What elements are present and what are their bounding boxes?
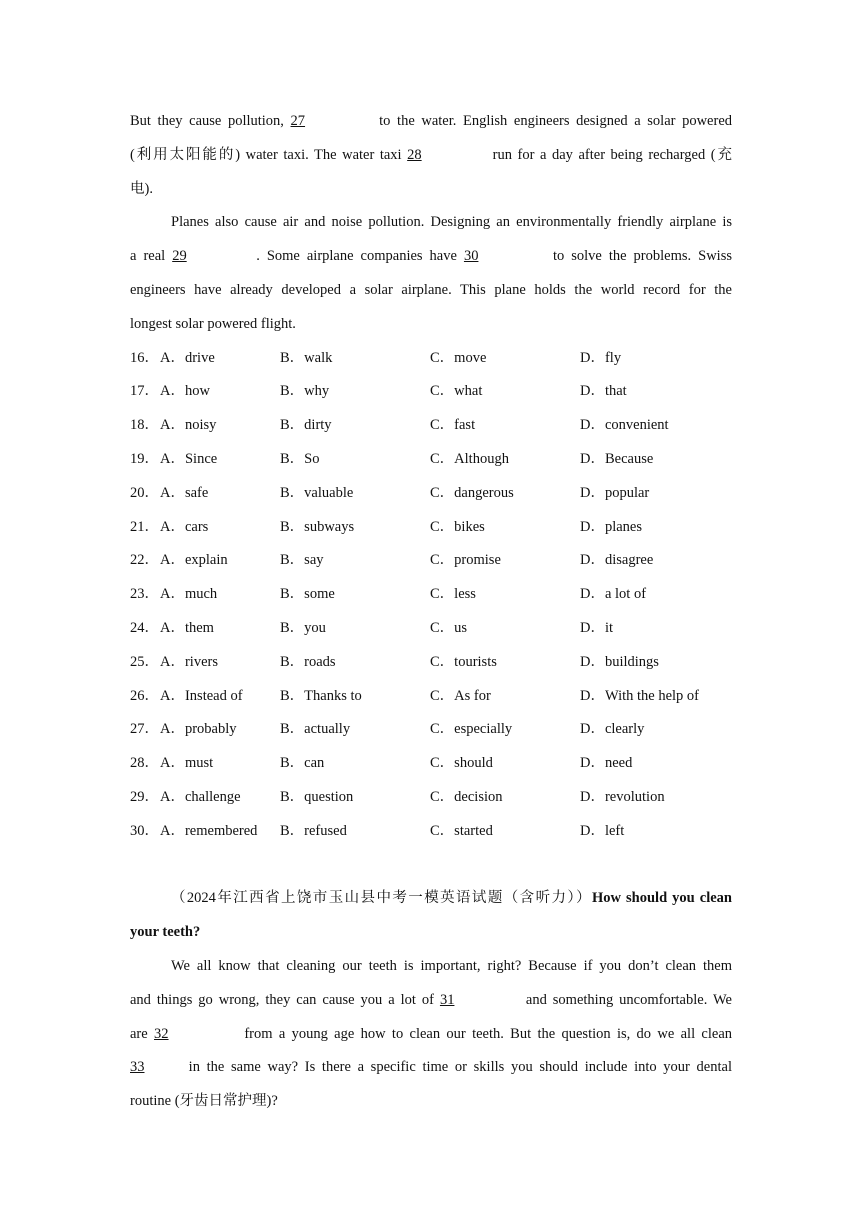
option-b: B．walk [280, 349, 333, 366]
option-c: C．bikes [430, 518, 485, 535]
option-c: C．As for [430, 687, 491, 704]
blank-29: 29 [172, 248, 187, 265]
option-d: D．need [580, 755, 633, 772]
option-row-19 [130, 443, 732, 477]
text: run for a day after being recharged (充 [487, 146, 732, 163]
text: to the water. English engineers designed a solar powered [372, 113, 732, 129]
option-row-20 [130, 477, 732, 511]
passage2-line-3 [130, 1018, 732, 1052]
option-b: B．actually [280, 721, 351, 738]
passage1-line-2 [130, 139, 732, 173]
option-a: A．Since [160, 450, 218, 467]
passage-title: How should you clean [591, 890, 732, 907]
option-a: A．must [160, 755, 214, 772]
option-d: D．clearly [580, 721, 645, 738]
option-row-28 [130, 747, 732, 781]
option-b: B．refused [280, 822, 347, 839]
option-d: D．it [580, 619, 614, 636]
passage1-line-7: longest solar powered flight. [130, 315, 296, 332]
blank-31: 31 [439, 991, 455, 1008]
option-a: A．rivers [160, 653, 218, 670]
question-number: 28． [130, 755, 159, 772]
option-a: A．noisy [160, 417, 217, 434]
text: . Some airplane companies have [256, 248, 464, 265]
question-number: 20． [130, 484, 159, 501]
option-d: D．buildings [580, 653, 659, 670]
option-d: D．Because [580, 450, 654, 467]
option-row-26 [130, 680, 732, 714]
option-a: A．challenge [160, 788, 241, 805]
option-c: C．dangerous [430, 484, 514, 501]
option-d: D．planes [580, 518, 643, 535]
option-a: A．remembered [160, 822, 258, 839]
blank-33: 33 [130, 1059, 145, 1076]
question-number: 26． [130, 687, 159, 704]
passage1-line-4: Planes also cause air and noise pollution. Designing an environmentally friendly airplane is [171, 214, 732, 231]
option-row-27 [130, 713, 732, 747]
option-b: B．some [280, 586, 335, 603]
spacer [130, 849, 732, 883]
option-b: B．subways [280, 518, 355, 535]
question-number: 27． [130, 721, 159, 738]
option-d: D．fly [580, 349, 622, 366]
option-b: B．question [280, 788, 354, 805]
option-row-21 [130, 511, 732, 545]
option-a: A．how [160, 383, 210, 400]
document-page [130, 105, 732, 1119]
option-d: D．a lot of [580, 586, 647, 603]
question-number: 18． [130, 417, 159, 434]
option-row-23 [130, 578, 732, 612]
option-c: C．promise [430, 552, 501, 569]
option-c: C．move [430, 349, 487, 366]
option-row-16 [130, 342, 732, 376]
option-a: A．Instead of [160, 687, 243, 704]
text: and something uncomfortable. We [519, 991, 732, 1008]
passage1-line-5 [130, 240, 732, 274]
option-b: B．say [280, 552, 324, 569]
option-b: B．can [280, 755, 325, 772]
question-number: 22． [130, 552, 159, 569]
option-c: C．should [430, 755, 493, 772]
option-c: C．started [430, 822, 493, 839]
text: in the same way? Is there a specific time or skills you should include into your dental [182, 1059, 732, 1076]
text: But they cause pollution, [130, 113, 291, 129]
option-c: C．us [430, 619, 468, 636]
option-d: D．convenient [580, 417, 669, 434]
option-row-30 [130, 815, 732, 849]
option-a: A．them [160, 619, 214, 636]
text: from a young age how to clean our teeth. But the question is, do we all clean [238, 1025, 733, 1042]
passage2-line-4 [130, 1051, 732, 1085]
option-b: B．dirty [280, 417, 332, 434]
option-d: D．With the help of [580, 687, 700, 704]
option-a: A．drive [160, 349, 215, 366]
option-d: D．left [580, 822, 625, 839]
option-d: D．disagree [580, 552, 654, 569]
option-d: D．revolution [580, 788, 665, 805]
option-c: C．less [430, 586, 476, 603]
passage-title-continued: your teeth? [130, 924, 201, 941]
question-number: 29． [130, 788, 159, 805]
option-b: B．valuable [280, 484, 354, 501]
option-d: D．popular [580, 484, 650, 501]
passage2-line-2 [130, 984, 732, 1018]
option-d: D．that [580, 383, 627, 400]
option-a: A．probably [160, 721, 237, 738]
question-number: 25． [130, 653, 159, 670]
option-row-18 [130, 409, 732, 443]
blank-32: 32 [154, 1025, 169, 1042]
passage1-line-1 [130, 105, 732, 139]
option-row-24 [130, 612, 732, 646]
question-number: 16． [130, 349, 159, 366]
question-number: 19． [130, 450, 159, 467]
option-c: C．tourists [430, 653, 497, 670]
option-c: C．fast [430, 417, 476, 434]
blank-28: 28 [407, 146, 422, 163]
text: and things go wrong, they can cause you a lot of [130, 991, 440, 1008]
option-c: C．what [430, 383, 483, 400]
option-b: B．roads [280, 653, 336, 670]
option-b: B．why [280, 383, 330, 400]
option-a: A．cars [160, 518, 209, 535]
passage1-line-6: engineers have already developed a solar airplane. This plane holds the world record for the [130, 281, 732, 298]
passage1-line-3: 电). [130, 180, 153, 197]
option-a: A．much [160, 586, 218, 603]
text: to solve the problems. Swiss [545, 248, 732, 265]
option-a: A．explain [160, 552, 228, 569]
option-row-22 [130, 544, 732, 578]
option-b: B．So [280, 450, 320, 467]
blank-30: 30 [463, 248, 479, 265]
text: (利用太阳能的) water taxi. The water taxi [130, 146, 408, 163]
passage2-line-1: We all know that cleaning our teeth is important, right? Because if you don’t clean them [171, 957, 732, 974]
option-c: C．especially [430, 721, 513, 738]
option-b: B．Thanks to [280, 687, 362, 704]
blank-27: 27 [290, 113, 306, 129]
option-b: B．you [280, 619, 326, 636]
question-number: 30． [130, 822, 159, 839]
passage-source: （2024年江西省上饶市玉山县中考一模英语试题（含听力）） [171, 890, 592, 907]
options-list [130, 342, 732, 849]
passage2-heading-line [130, 882, 732, 916]
question-number: 24． [130, 619, 159, 636]
option-a: A．safe [160, 484, 209, 501]
passage2-heading-line-2 [130, 916, 732, 950]
question-number: 23． [130, 586, 159, 603]
option-c: C．Although [430, 450, 509, 467]
option-row-25 [130, 646, 732, 680]
question-number: 17． [130, 383, 159, 400]
text: are [130, 1025, 155, 1042]
option-row-17 [130, 375, 732, 409]
passage2-line-5: routine (牙齿日常护理)? [130, 1093, 278, 1110]
option-row-29 [130, 781, 732, 815]
question-number: 21． [130, 518, 159, 535]
text: a real [130, 248, 173, 265]
option-c: C．decision [430, 788, 503, 805]
